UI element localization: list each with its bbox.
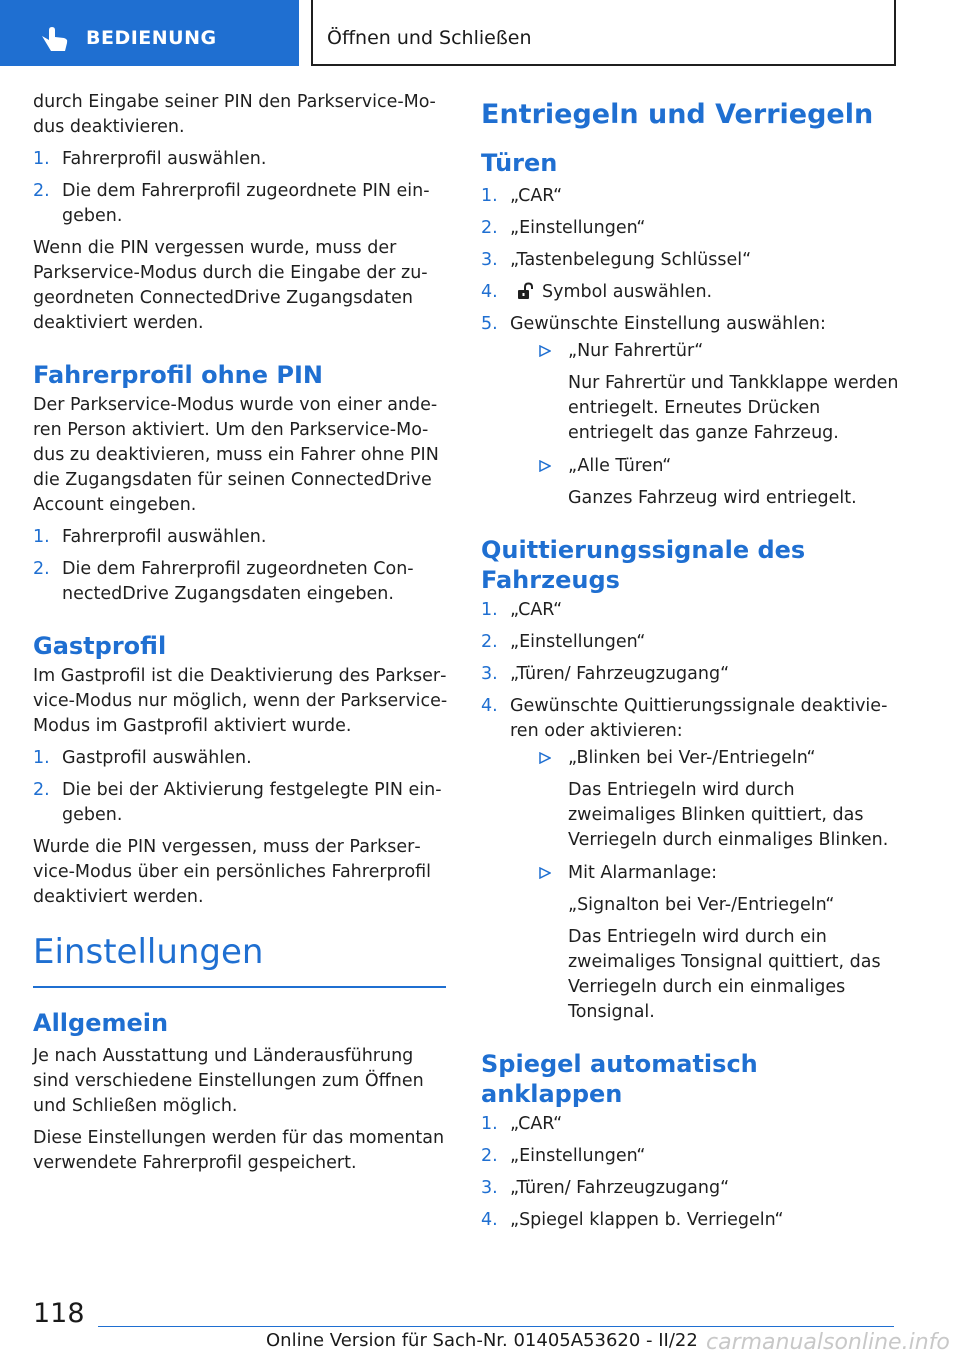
list-item: 5. Gewünschte Einstellung auswählen: „Nur Fahrertür“ Nur Fahrertür und Tankklappe werden entriegelt. Erneutes Drücken entriegelt das ganze Fahrzeug. „Alle Türen“ Ganzes Fahrzeug wird entriegelt. [481, 312, 901, 511]
left-column [33, 90, 451, 1183]
gast-forgotten-paragraph: Wurde die PIN vergessen, muss der Parkservice-Modus über ein persönliches Fahrerprofil deaktiviert werden. [33, 837, 432, 907]
list-item: 2. „Einstellungen“ [481, 632, 646, 652]
allgemein-paragraph-1: Je nach Ausstattung und Länderausführung sind verschiedene Einstellungen zum Öffnen und Schließen möglich. [33, 1046, 424, 1116]
footer-divider [98, 1326, 894, 1327]
section-divider [33, 986, 446, 988]
heading-allgemein: Allgemein [33, 1009, 169, 1037]
list-item: 1. Fahrerprofil auswählen. [33, 149, 267, 169]
list-item: 3. „Türen/ Fahrzeugzugang“ [481, 1178, 730, 1198]
allgemein-paragraph-2: Diese Einstellungen werden für das momentan verwendete Fahrerprofil gespeichert. [33, 1128, 445, 1173]
list-item: 3. „Türen/ Fahrzeugzugang“ [481, 664, 730, 684]
sub-options-tueren [539, 339, 901, 511]
section-tab [0, 0, 299, 66]
list-item: 2. Die dem Fahrerprofil zugeordnete PIN eingeben. [33, 181, 430, 226]
list-item: 2. Die bei der Aktivierung festgelegte PIN eingeben. [33, 780, 442, 825]
heading-tueren: Türen [481, 149, 558, 177]
steps-tueren [481, 184, 901, 511]
list-item: 3. „Tastenbelegung Schlüssel“ [481, 250, 752, 270]
list-item: 2. Die dem Fahrerprofil zugeordneten ConnectedDrive Zugangsdaten eingeben. [33, 559, 414, 604]
triangle-bullet-icon [539, 867, 551, 879]
hand-pointer-icon [40, 26, 70, 52]
pin-forgotten-paragraph: Wenn die PIN vergessen wurde, muss der Parkservice-Modus durch die Eingabe der zugeordneten ConnectedDrive Zugangsdaten deaktiviert werden. [33, 238, 428, 333]
page-number: 118 [33, 1298, 85, 1329]
chapter-title: Öffnen und Schließen [327, 27, 532, 49]
sub-item: „Nur Fahrertür“ Nur Fahrertür und Tankklappe werden entriegelt. Erneutes Drücken entriegelt das ganze Fahrzeug. [539, 339, 901, 446]
sub-item: „Blinken bei Ver-/Entriegeln“ Das Entriegeln wird durch zweimaliges Blinken quittiert, das Verriegeln durch einmaliges Blinken. [539, 746, 901, 853]
triangle-bullet-icon [539, 345, 551, 357]
sub-options-quittierung [539, 746, 901, 1025]
heading-quittierungssignale: Quittierungssignale des Fahrzeugs [481, 536, 806, 594]
section-label: BEDIENUNG [86, 27, 217, 49]
list-item: 1. „CAR“ [481, 186, 563, 206]
intro-paragraph: durch Eingabe seiner PIN den Parkservice-Modus deaktivieren. [33, 92, 436, 137]
heading-einstellungen: Einstellungen [33, 932, 264, 972]
sub-item: Mit Alarmanlage: „Signalton bei Ver-/Entriegeln“ Das Entriegeln wird durch ein zweimaliges Tonsignal quittiert, das Verriegeln durch ein einmaliges Tonsignal. [539, 861, 901, 1025]
unlock-icon [516, 282, 536, 300]
list-item: 2. „Einstellungen“ [481, 218, 646, 238]
watermark: carmanualsonline.info [706, 1330, 950, 1355]
triangle-bullet-icon [539, 752, 551, 764]
list-item: 1. Fahrerprofil auswählen. [33, 527, 267, 547]
fahrerprofil-paragraph: Der Parkservice-Modus wurde von einer anderen Person aktiviert. Um den Parkservice-Modus zu deaktivieren, muss ein Fahrer ohne PIN die Zugangsdaten für seinen ConnectedDrive Account eingeben. [33, 395, 439, 515]
heading-entriegeln-verriegeln: Entriegeln und Verriegeln [481, 99, 874, 130]
steps-pin [33, 147, 451, 229]
steps-spiegel [481, 1112, 901, 1233]
steps-gastprofil [33, 746, 451, 828]
list-item: 1. „CAR“ [481, 600, 563, 620]
online-version-text: Online Version für Sach-Nr. 01405A53620 - II/22 [266, 1330, 698, 1351]
right-column [481, 90, 901, 1240]
sub-item: „Alle Türen“ Ganzes Fahrzeug wird entriegelt. [539, 454, 901, 511]
steps-fahrerprofil [33, 525, 451, 607]
heading-spiegel: Spiegel automatisch anklappen [481, 1050, 758, 1108]
list-item: 1. Gastprofil auswählen. [33, 748, 252, 768]
steps-quittierung [481, 598, 901, 1025]
heading-fahrerprofil-ohne-pin: Fahrerprofil ohne PIN [33, 361, 323, 389]
list-item: 2. „Einstellungen“ [481, 1146, 646, 1166]
heading-gastprofil: Gastprofil [33, 632, 167, 660]
list-item: 1. „CAR“ [481, 1114, 563, 1134]
gastprofil-paragraph: Im Gastprofil ist die Deaktivierung des Parkservice-Modus nur möglich, wenn der Parkservice-Modus im Gastprofil aktiviert wurde. [33, 666, 448, 736]
list-item: 4. Symbol auswählen. [481, 282, 713, 302]
chapter-header [311, 0, 896, 66]
list-item: 4. „Spiegel klappen b. Verriegeln“ [481, 1210, 784, 1230]
triangle-bullet-icon [539, 460, 551, 472]
list-item: 4. Gewünschte Quittierungssignale deaktivieren oder aktivieren: „Blinken bei Ver-/Entriegeln“ Das Entriegeln wird durch zweimaliges Blinken quittiert, das Verriegeln durch einmaliges Blinken. Mit Alarmanlage: „Signalton bei Ver-/Entriegeln“ Das Entriegeln wird durch ein zweimaliges Tonsignal quittiert, das Verriegeln durch ein einmaliges Tonsignal. [481, 694, 901, 1025]
